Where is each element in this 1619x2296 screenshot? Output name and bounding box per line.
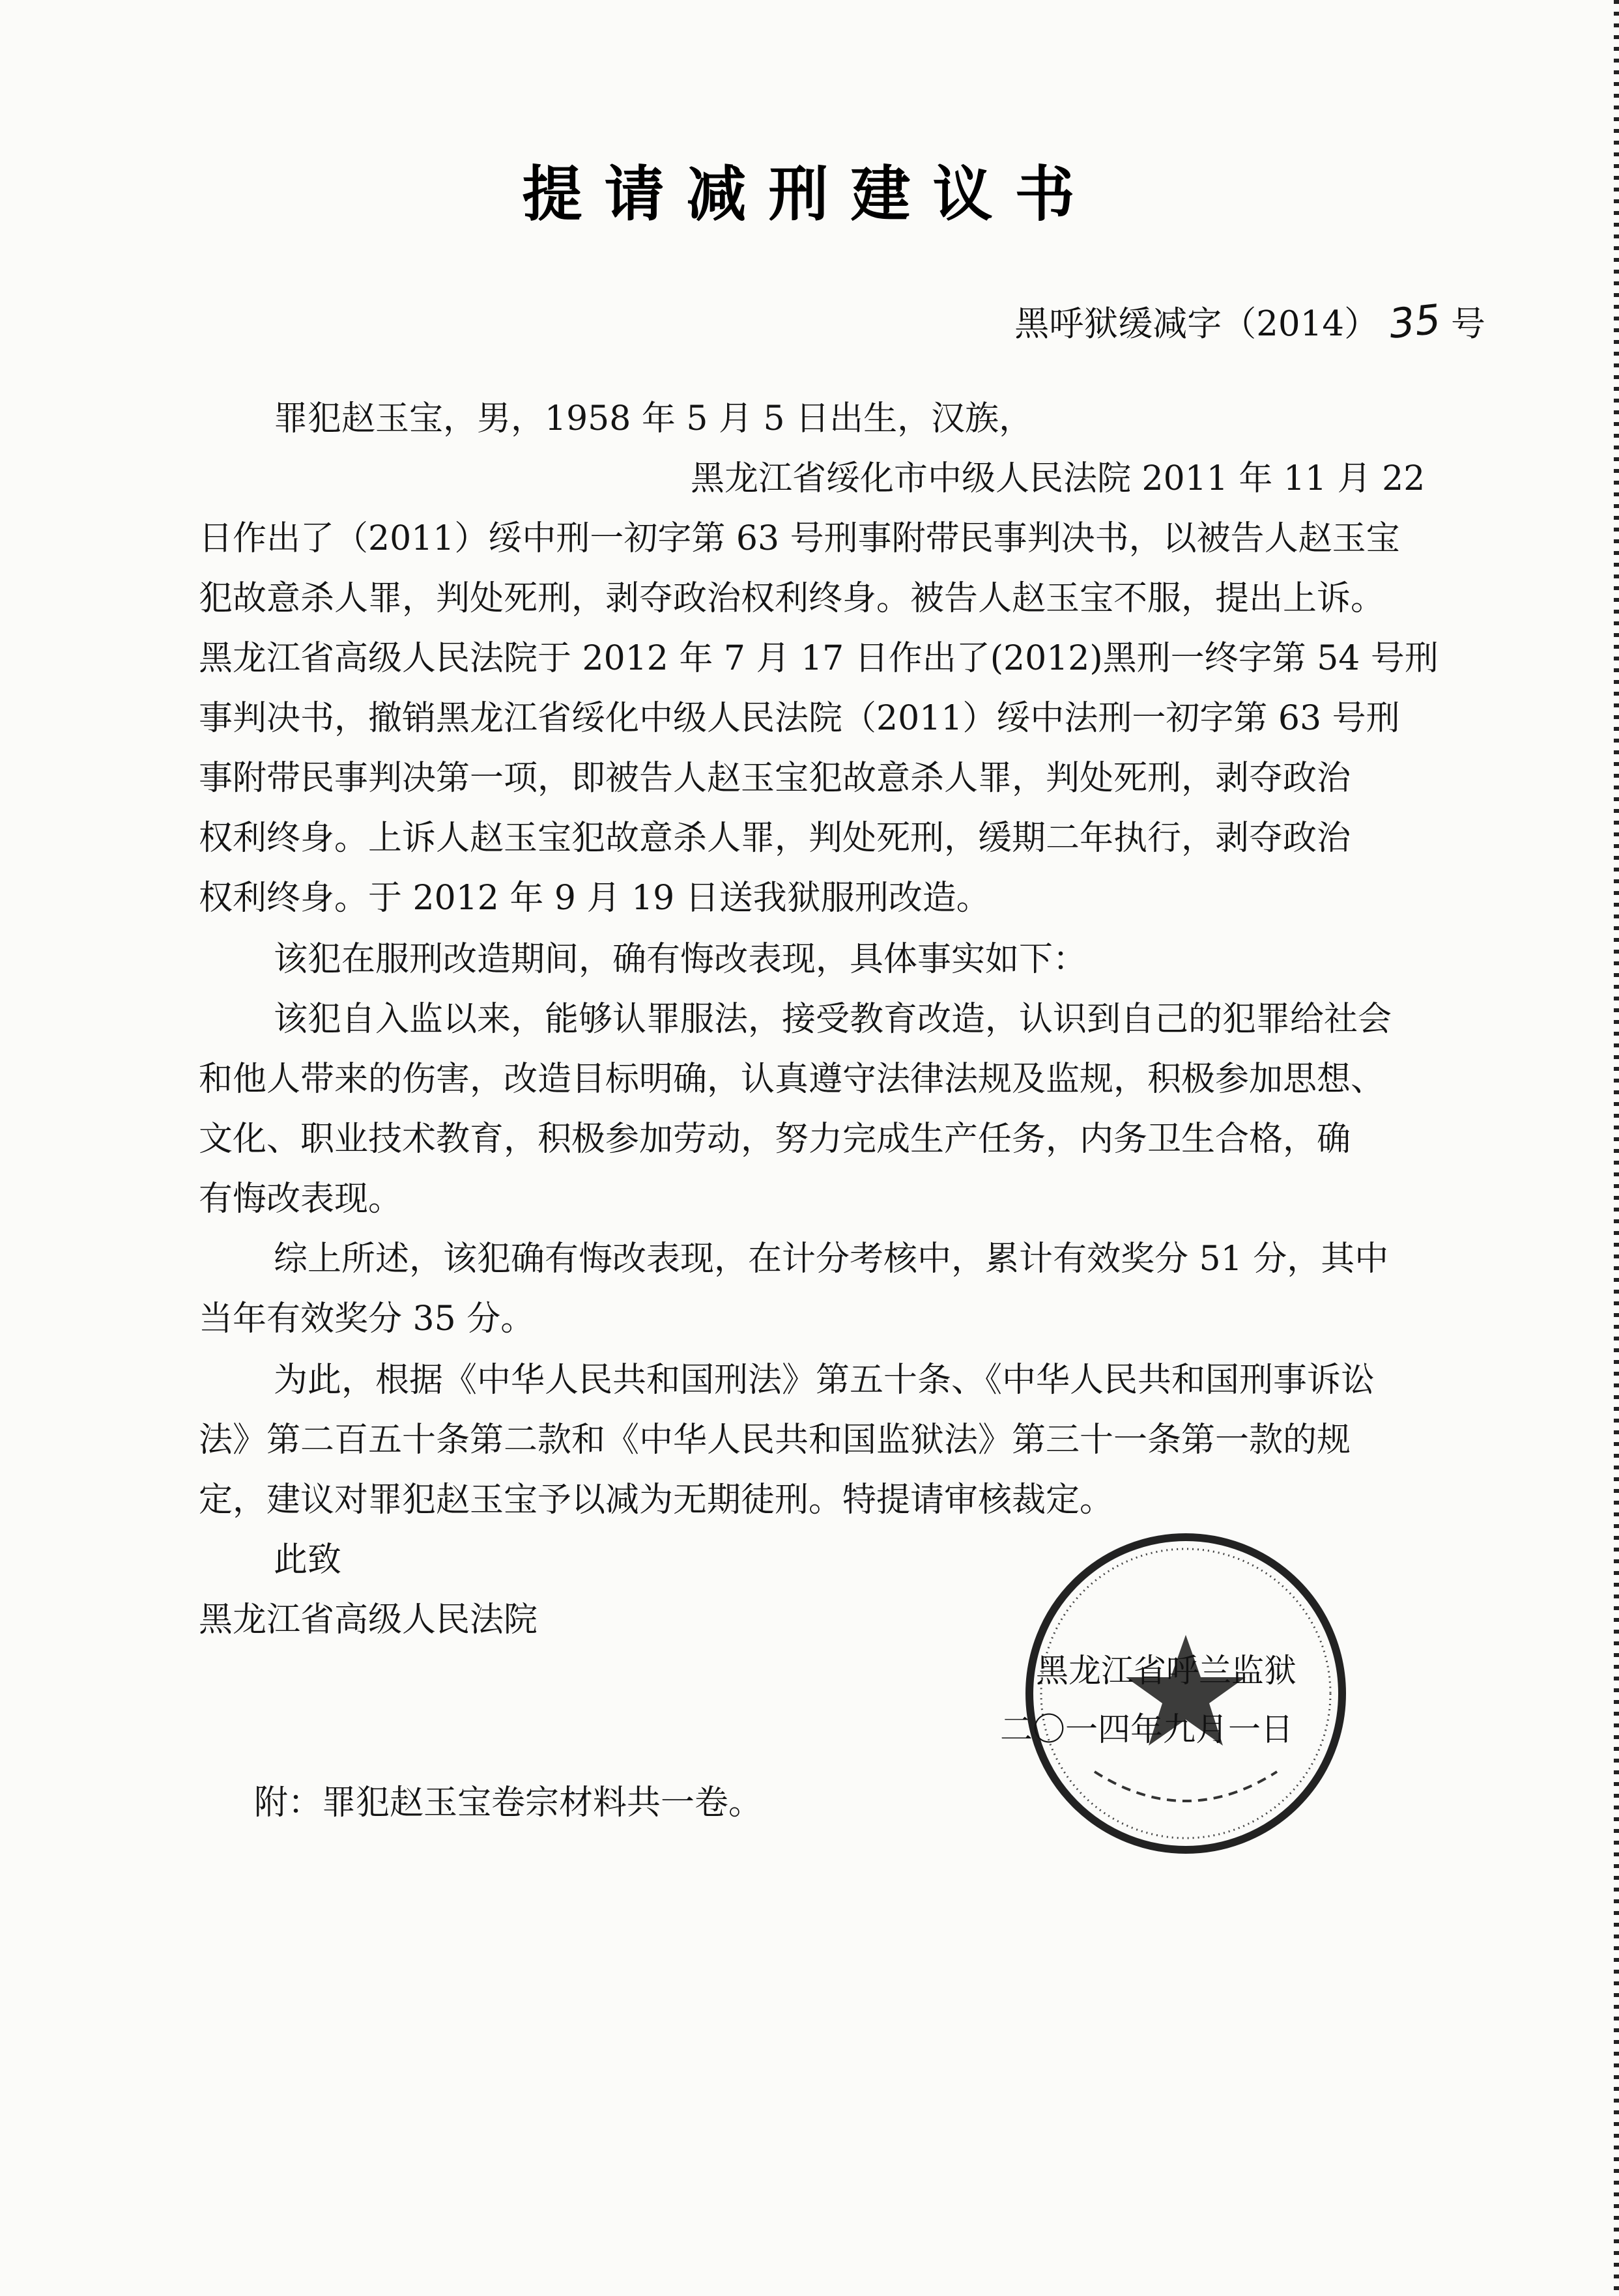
signature-date: 二〇一四年九月一日 xyxy=(1000,1710,1293,1748)
official-seal-icon xyxy=(1016,1524,1355,1863)
body-line: 文化、职业技术教育，积极参加劳动，努力完成生产任务，内务卫生合格，确 xyxy=(199,1120,1351,1159)
body-line: 综上所述，该犯确有悔改表现，在计分考核中，累计有效奖分 51 分，其中 xyxy=(274,1240,1389,1279)
body-line: 黑龙江省绥化市中级人民法院 2011 年 11 月 22 xyxy=(691,459,1426,498)
body-line: 日作出了（2011）绥中刑一初字第 63 号刑事附带民事判决书，以被告人赵玉宝 xyxy=(199,519,1400,558)
doc-number-prefix: 黑呼狱缓减字（2014） xyxy=(1014,304,1379,344)
body-line: 该犯自入监以来，能够认罪服法，接受教育改造，认识到自己的犯罪给社会 xyxy=(274,1000,1392,1039)
doc-number-handwritten: 35 xyxy=(1386,295,1443,348)
doc-number-suffix: 号 xyxy=(1451,304,1485,344)
body-line: 黑龙江省高级人民法院于 2012 年 7 月 17 日作出了(2012)黑刑一终字第 54 号刑 xyxy=(199,639,1439,678)
body-line: 犯故意杀人罪，判处死刑，剥夺政治权利终身。被告人赵玉宝不服，提出上诉。 xyxy=(199,579,1385,618)
body-line: 罪犯赵玉宝，男，1958 年 5 月 5 日出生，汉族， xyxy=(274,399,1033,438)
body-line: 法》第二百五十条第二款和《中华人民共和国监狱法》第三十一条第一款的规 xyxy=(199,1421,1351,1460)
signature-issuer: 黑龙江省呼兰监狱 xyxy=(1036,1652,1297,1690)
document-number xyxy=(1014,296,1485,346)
recipient: 黑龙江省高级人民法院 xyxy=(199,1600,538,1639)
scan-edge-border xyxy=(1614,0,1619,2296)
closing-salutation: 此致 xyxy=(274,1540,342,1580)
body-line: 事附带民事判决第一项，即被告人赵玉宝犯故意杀人罪，判处死刑，剥夺政治 xyxy=(199,759,1351,798)
body-line: 定，建议对罪犯赵玉宝予以减为无期徒刑。特提请审核裁定。 xyxy=(199,1481,1114,1520)
body-line: 和他人带来的伤害，改造目标明确，认真遵守法律法规及监规，积极参加思想、 xyxy=(199,1060,1385,1099)
body-line: 有悔改表现。 xyxy=(199,1180,403,1219)
body-line: 事判决书，撤销黑龙江省绥化中级人民法院（2011）绥中法刑一初字第 63 号刑 xyxy=(199,699,1400,738)
body-line: 权利终身。上诉人赵玉宝犯故意杀人罪，判处死刑，缓期二年执行，剥夺政治 xyxy=(199,819,1351,858)
body-line: 当年有效奖分 35 分。 xyxy=(199,1299,535,1339)
body-line: 为此，根据《中华人民共和国刑法》第五十条、《中华人民共和国刑事诉讼 xyxy=(274,1361,1375,1400)
document-title: 提请减刑建议书 xyxy=(522,159,1097,229)
body-line: 权利终身。于 2012 年 9 月 19 日送我狱服刑改造。 xyxy=(199,879,990,918)
body-line: 该犯在服刑改造期间，确有悔改表现，具体事实如下： xyxy=(274,940,1087,979)
attachment-note: 附：罪犯赵玉宝卷宗材料共一卷。 xyxy=(254,1783,763,1822)
